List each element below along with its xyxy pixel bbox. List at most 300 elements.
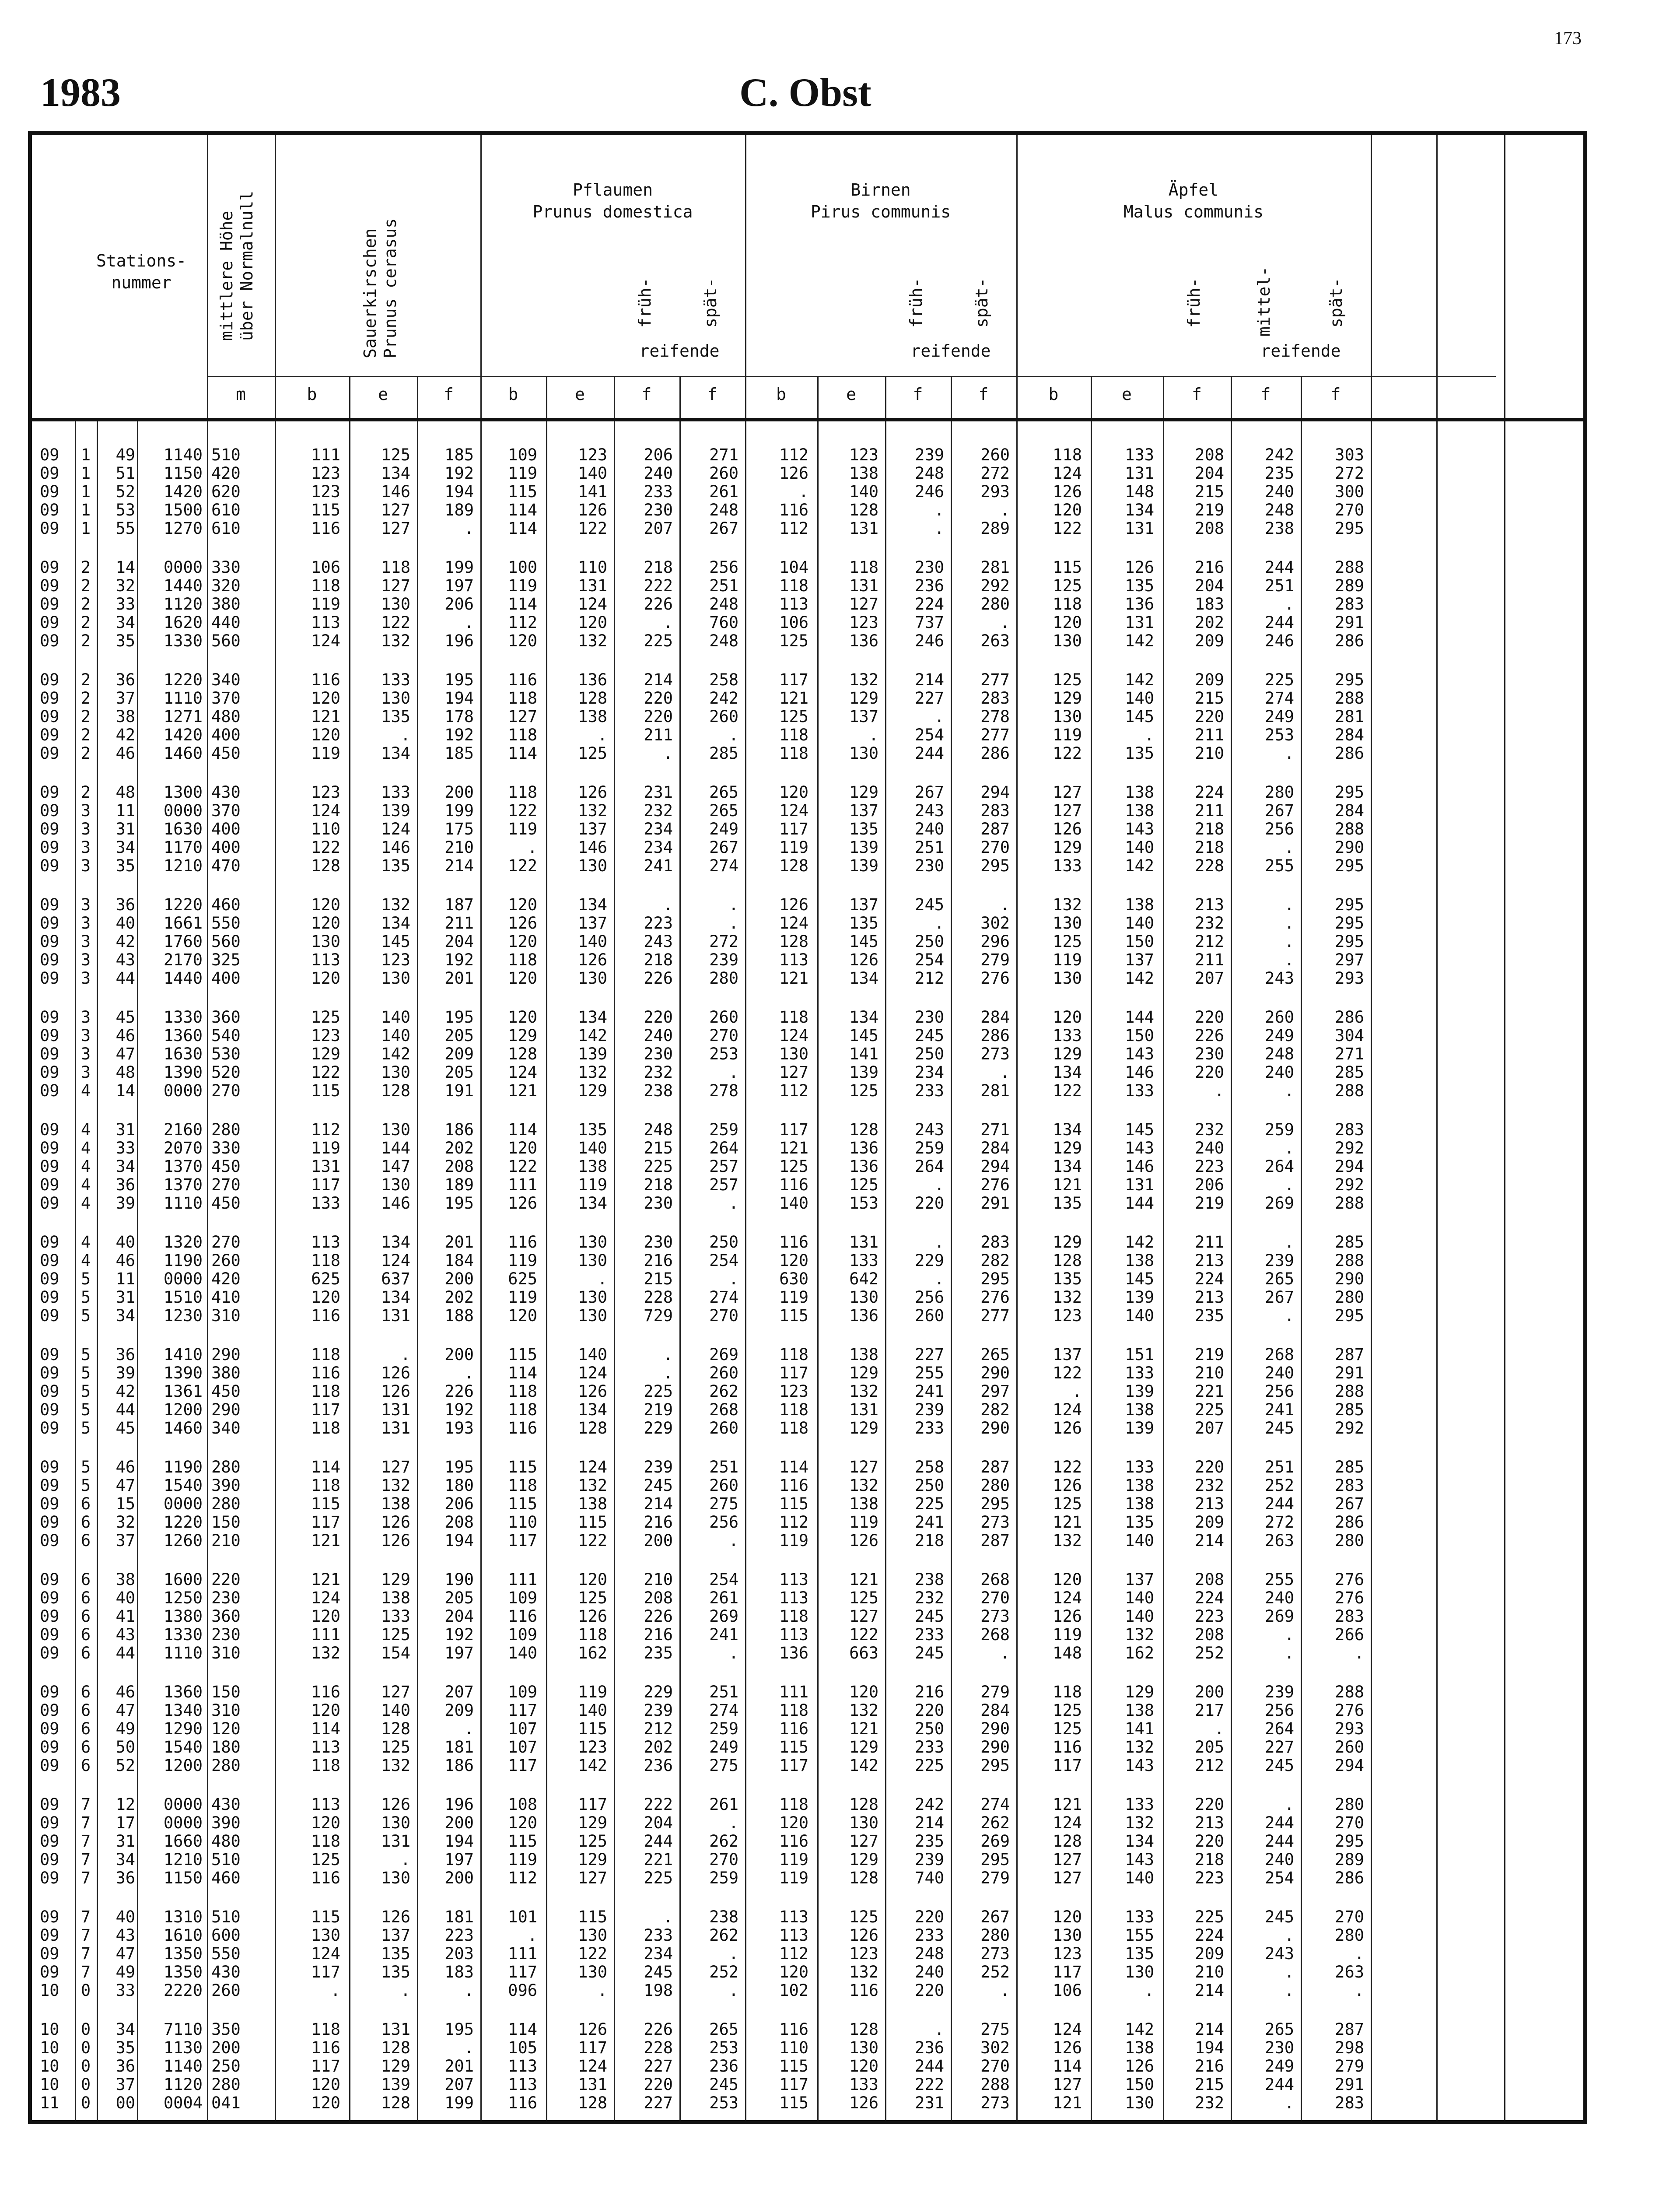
table-cell: 229 <box>644 1683 673 1701</box>
table-cell: 245 <box>1265 1419 1294 1438</box>
table-cell: 130 <box>578 1306 607 1325</box>
table-cell: 115 <box>508 1458 537 1476</box>
table-cell: 127 <box>578 1869 607 1887</box>
table-cell: 214 <box>644 1494 673 1513</box>
table-cell: 128 <box>849 1120 878 1139</box>
table-cell: 117 <box>779 670 808 689</box>
table-cell: 133 <box>849 2075 878 2094</box>
table-cell: 7 <box>80 1813 91 1832</box>
table-cell: 146 <box>381 838 410 857</box>
table-cell: 245 <box>915 1644 944 1662</box>
table-cell: 114 <box>311 1458 340 1476</box>
table-cell: 560 <box>211 932 241 951</box>
table-cell: 279 <box>1335 2057 1364 2076</box>
table-cell: 129 <box>849 1850 878 1869</box>
table-cell: 236 <box>709 2057 738 2076</box>
table-cell: 110 <box>779 2038 808 2057</box>
table-cell: 1 <box>80 519 91 538</box>
col-divider <box>207 135 208 2120</box>
table-cell: 227 <box>915 689 944 708</box>
table-cell: 1370 <box>163 1157 203 1176</box>
table-cell: 226 <box>644 969 673 988</box>
table-cell: 1500 <box>163 501 203 519</box>
table-cell: 140 <box>578 932 607 951</box>
table-cell: 132 <box>381 895 410 914</box>
table-cell: 35 <box>116 631 135 650</box>
table-cell: 117 <box>311 1400 340 1419</box>
table-cell: 09 <box>40 1045 60 1063</box>
table-cell: 235 <box>1195 1306 1224 1325</box>
table-cell: 175 <box>444 820 474 838</box>
table-cell: 121 <box>779 969 808 988</box>
table-cell: 0 <box>80 2038 91 2057</box>
table-cell: 263 <box>1335 1963 1364 1981</box>
table-cell: 233 <box>644 482 673 501</box>
table-cell: 232 <box>1195 2093 1224 2112</box>
table-cell: 127 <box>1053 2075 1082 2094</box>
table-cell: 113 <box>508 2057 537 2076</box>
table-cell: 3 <box>80 1026 91 1045</box>
table-cell: 210 <box>644 1570 673 1589</box>
table-cell: 37 <box>116 2075 135 2094</box>
table-cell: 135 <box>381 1963 410 1981</box>
table-cell: 350 <box>211 2020 241 2039</box>
table-cell: 121 <box>1053 1175 1082 1194</box>
table-cell: 229 <box>915 1251 944 1270</box>
table-cell: 269 <box>709 1345 738 1364</box>
table-cell: 219 <box>1195 1194 1224 1213</box>
table-cell: 270 <box>709 1306 738 1325</box>
table-cell: 115 <box>508 1832 537 1851</box>
table-cell: 1 <box>80 464 91 483</box>
table-cell: 289 <box>1335 576 1364 595</box>
table-cell: 142 <box>381 1045 410 1063</box>
table-cell: 132 <box>381 631 410 650</box>
table-cell: 125 <box>849 1081 878 1100</box>
table-cell: 233 <box>915 1738 944 1757</box>
table-cell: 180 <box>211 1738 241 1757</box>
table-cell: 284 <box>980 1008 1010 1027</box>
table-cell: 2 <box>80 670 91 689</box>
table-cell: 111 <box>508 1570 537 1589</box>
table-cell: 235 <box>915 1832 944 1851</box>
table-cell: 295 <box>1335 895 1364 914</box>
table-cell: 41 <box>116 1607 135 1626</box>
table-cell: 620 <box>211 482 241 501</box>
table-cell: 09 <box>40 969 60 988</box>
table-cell: 123 <box>1053 1944 1082 1963</box>
table-cell: 3 <box>80 950 91 969</box>
table-cell: 46 <box>116 1683 135 1701</box>
table-cell: 130 <box>381 1063 410 1082</box>
table-cell: 264 <box>915 1157 944 1176</box>
table-cell: 120 <box>311 689 340 708</box>
table-cell: 127 <box>1053 801 1082 820</box>
table-cell: 117 <box>311 1513 340 1532</box>
table-cell: 280 <box>211 1458 241 1476</box>
table-cell: 09 <box>40 1701 60 1720</box>
table-cell: 283 <box>1335 1120 1364 1139</box>
table-cell: 197 <box>444 1644 474 1662</box>
table-cell: 125 <box>381 1738 410 1757</box>
table-cell: 223 <box>1195 1869 1224 1887</box>
table-cell: 291 <box>1335 2075 1364 2094</box>
table-cell: . <box>1284 744 1294 763</box>
table-cell: 138 <box>1125 2038 1154 2057</box>
table-cell: 310 <box>211 1644 241 1662</box>
table-cell: 239 <box>1265 1683 1294 1701</box>
table-cell: 288 <box>1335 1251 1364 1270</box>
table-cell: 212 <box>1195 1756 1224 1775</box>
table-cell: 32 <box>116 1513 135 1532</box>
table-cell: . <box>934 707 944 726</box>
table-cell: 248 <box>644 1120 673 1139</box>
table-cell: 138 <box>578 1157 607 1176</box>
table-cell: 280 <box>1335 1926 1364 1945</box>
table-cell: . <box>330 1981 340 2000</box>
table-cell: 262 <box>709 1832 738 1851</box>
table-cell: 132 <box>381 1756 410 1775</box>
table-cell: 1760 <box>163 932 203 951</box>
table-cell: 208 <box>1195 1570 1224 1589</box>
table-cell: 34 <box>116 838 135 857</box>
table-cell: 240 <box>1265 1364 1294 1382</box>
table-cell: 150 <box>211 1683 241 1701</box>
table-cell: 1190 <box>163 1251 203 1270</box>
table-cell: 293 <box>1335 1719 1364 1738</box>
col-divider <box>1504 135 1505 2120</box>
table-cell: 119 <box>578 1175 607 1194</box>
table-cell: 240 <box>1265 482 1294 501</box>
table-cell: 248 <box>915 1944 944 1963</box>
table-cell: 111 <box>311 1625 340 1644</box>
table-cell: 122 <box>1053 1458 1082 1476</box>
table-cell: 390 <box>211 1813 241 1832</box>
table-cell: 36 <box>116 2057 135 2076</box>
table-cell: 135 <box>849 820 878 838</box>
table-cell: 219 <box>1195 1345 1224 1364</box>
table-cell: 6 <box>80 1738 91 1757</box>
table-cell: 236 <box>915 576 944 595</box>
table-cell: 134 <box>381 914 410 933</box>
table-cell: 115 <box>578 1513 607 1532</box>
table-cell: 280 <box>980 595 1010 614</box>
table-cell: 125 <box>849 1907 878 1926</box>
table-cell: 400 <box>211 726 241 744</box>
table-cell: 120 <box>1053 1008 1082 1027</box>
table-cell: 09 <box>40 914 60 933</box>
table-cell: 128 <box>779 932 808 951</box>
table-cell: 115 <box>779 1738 808 1757</box>
table-cell: 113 <box>311 950 340 969</box>
table-cell: 129 <box>1053 1233 1082 1252</box>
table-cell: 194 <box>1195 2038 1224 2057</box>
table-cell: 240 <box>1265 1850 1294 1869</box>
table-cell: 120 <box>311 1701 340 1720</box>
table-cell: . <box>1000 613 1010 632</box>
table-cell: 193 <box>444 1419 474 1438</box>
table-cell: 130 <box>311 932 340 951</box>
table-cell: . <box>1284 1233 1294 1252</box>
table-cell: 310 <box>211 1701 241 1720</box>
table-cell: 151 <box>1125 1345 1154 1364</box>
table-cell: 290 <box>980 1364 1010 1382</box>
table-cell: 09 <box>40 1382 60 1401</box>
table-cell: 137 <box>381 1926 410 1945</box>
table-cell: 130 <box>578 1251 607 1270</box>
table-cell: 47 <box>116 1944 135 1963</box>
table-cell: 2 <box>80 744 91 763</box>
table-cell: 130 <box>381 969 410 988</box>
table-cell: 287 <box>980 820 1010 838</box>
table-cell: 200 <box>444 783 474 802</box>
table-cell: 134 <box>381 1288 410 1307</box>
table-cell: 286 <box>1335 744 1364 763</box>
col-divider <box>1371 135 1372 2120</box>
table-cell: 3 <box>80 1063 91 1082</box>
table-cell: 130 <box>381 1869 410 1887</box>
table-cell: 7 <box>80 1850 91 1869</box>
table-cell: 7 <box>80 1795 91 1814</box>
table-cell: 134 <box>381 744 410 763</box>
table-cell: 117 <box>779 1756 808 1775</box>
table-cell: 118 <box>508 950 537 969</box>
table-cell: 211 <box>1195 726 1224 744</box>
table-cell: 33 <box>116 1981 135 2000</box>
table-cell: 145 <box>1125 1269 1154 1288</box>
table-cell: 1510 <box>163 1288 203 1307</box>
table-cell: 205 <box>444 1063 474 1082</box>
table-cell: 249 <box>709 820 738 838</box>
table-cell: 5 <box>80 1306 91 1325</box>
table-cell: 118 <box>311 1832 340 1851</box>
table-cell: 220 <box>915 1981 944 2000</box>
table-cell: 133 <box>381 783 410 802</box>
table-cell: 122 <box>1053 1081 1082 1100</box>
table-cell: 127 <box>381 576 410 595</box>
table-cell: . <box>728 726 738 744</box>
table-cell: 119 <box>1053 950 1082 969</box>
table-cell: 150 <box>1125 1026 1154 1045</box>
table-cell: 303 <box>1335 445 1364 464</box>
table-cell: . <box>728 1981 738 2000</box>
table-cell: 120 <box>779 1813 808 1832</box>
table-cell: 128 <box>849 501 878 519</box>
table-cell: 09 <box>40 464 60 483</box>
table-cell: 262 <box>709 1926 738 1945</box>
table-cell: 1330 <box>163 1008 203 1027</box>
table-cell: 208 <box>444 1157 474 1176</box>
table-cell: 135 <box>1125 744 1154 763</box>
page-title: C. Obst <box>739 70 872 115</box>
table-cell: 102 <box>779 1981 808 2000</box>
table-cell: 1460 <box>163 1419 203 1438</box>
table-cell: 127 <box>849 595 878 614</box>
table-cell: 117 <box>508 1963 537 1981</box>
table-cell: 211 <box>444 914 474 933</box>
table-cell: . <box>1354 1944 1364 1963</box>
table-cell: 42 <box>116 932 135 951</box>
table-cell: 225 <box>644 1382 673 1401</box>
table-cell: 135 <box>1125 1513 1154 1532</box>
table-cell: 269 <box>709 1607 738 1626</box>
table-cell: 430 <box>211 1795 241 1814</box>
table-cell: 0 <box>80 1981 91 2000</box>
table-cell: 117 <box>1053 1756 1082 1775</box>
table-cell: 09 <box>40 1194 60 1213</box>
table-cell: 126 <box>578 1607 607 1626</box>
table-cell: 288 <box>1335 820 1364 838</box>
table-cell: 288 <box>1335 689 1364 708</box>
table-cell: 224 <box>1195 783 1224 802</box>
table-cell: 450 <box>211 744 241 763</box>
table-cell: 260 <box>915 1306 944 1325</box>
table-cell: 218 <box>915 1531 944 1550</box>
table-cell: 140 <box>381 1026 410 1045</box>
table-cell: 272 <box>1335 464 1364 483</box>
table-cell: 126 <box>1053 482 1082 501</box>
table-cell: 295 <box>1335 1832 1364 1851</box>
table-cell: 1200 <box>163 1756 203 1775</box>
table-cell: 296 <box>980 932 1010 951</box>
table-cell: 135 <box>1125 1944 1154 1963</box>
table-cell: 1630 <box>163 820 203 838</box>
table-cell: 220 <box>644 707 673 726</box>
table-cell: 118 <box>311 1476 340 1495</box>
table-cell: 133 <box>849 1251 878 1270</box>
table-cell: 228 <box>1195 856 1224 875</box>
table-cell: 132 <box>578 631 607 650</box>
table-cell: 118 <box>779 1607 808 1626</box>
table-cell: 202 <box>444 1139 474 1157</box>
table-cell: 09 <box>40 1419 60 1438</box>
table-cell: 119 <box>508 576 537 595</box>
table-cell: 1130 <box>163 2038 203 2057</box>
table-cell: 203 <box>444 1944 474 1963</box>
table-cell: 242 <box>1265 445 1294 464</box>
table-cell: 117 <box>779 1120 808 1139</box>
table-cell: 260 <box>211 1251 241 1270</box>
table-cell: 131 <box>1125 519 1154 538</box>
table-cell: 126 <box>381 1531 410 1550</box>
table-cell: 1 <box>80 482 91 501</box>
table-cell: 186 <box>444 1120 474 1139</box>
table-cell: 135 <box>381 707 410 726</box>
table-cell: 233 <box>915 1926 944 1945</box>
table-cell: 510 <box>211 1907 241 1926</box>
table-cell: 126 <box>779 464 808 483</box>
table-cell: 118 <box>779 1400 808 1419</box>
unit-label: f <box>707 385 718 404</box>
table-cell: 178 <box>444 707 474 726</box>
table-cell: 10 <box>40 2038 60 2057</box>
table-cell: 40 <box>116 1907 135 1926</box>
table-cell: 137 <box>1125 1570 1154 1589</box>
table-cell: 1330 <box>163 1625 203 1644</box>
table-cell: 146 <box>1125 1157 1154 1176</box>
table-cell: 233 <box>644 1926 673 1945</box>
table-cell: 142 <box>849 1756 878 1775</box>
table-cell: 145 <box>849 932 878 951</box>
table-cell: 128 <box>381 2093 410 2112</box>
table-cell: 131 <box>381 1832 410 1851</box>
table-cell: 115 <box>578 1719 607 1738</box>
table-cell: 104 <box>779 558 808 577</box>
table-cell: 148 <box>1053 1644 1082 1662</box>
table-cell: 09 <box>40 1251 60 1270</box>
table-cell: 134 <box>578 1400 607 1419</box>
table-cell: 284 <box>1335 801 1364 820</box>
table-cell: 112 <box>779 1513 808 1532</box>
table-cell: 129 <box>578 1081 607 1100</box>
table-cell: 260 <box>709 1419 738 1438</box>
table-cell: 274 <box>1265 689 1294 708</box>
table-cell: 7 <box>80 1907 91 1926</box>
table-cell: 280 <box>211 2075 241 2094</box>
table-cell: 1360 <box>163 1026 203 1045</box>
table-cell: 119 <box>1053 726 1082 744</box>
table-cell: 290 <box>980 1419 1010 1438</box>
table-cell: 145 <box>849 1026 878 1045</box>
table-cell: 280 <box>211 1756 241 1775</box>
table-cell: 124 <box>1053 1400 1082 1419</box>
table-cell: 297 <box>1335 950 1364 969</box>
table-cell: 207 <box>1195 1419 1224 1438</box>
table-cell: . <box>1354 1644 1364 1662</box>
table-cell: 209 <box>1195 1513 1224 1532</box>
table-cell: 125 <box>381 445 410 464</box>
table-cell: 2 <box>80 576 91 595</box>
table-cell: 209 <box>1195 670 1224 689</box>
table-cell: 191 <box>444 1081 474 1100</box>
table-cell: 251 <box>709 1683 738 1701</box>
table-cell: 1310 <box>163 1907 203 1926</box>
table-cell: 1620 <box>163 613 203 632</box>
table-cell: 259 <box>709 1719 738 1738</box>
table-cell: . <box>663 1345 673 1364</box>
table-cell: 38 <box>116 707 135 726</box>
table-cell: 200 <box>1195 1683 1224 1701</box>
table-cell: 244 <box>1265 1494 1294 1513</box>
table-cell: 271 <box>980 1120 1010 1139</box>
table-cell: 210 <box>1195 1364 1224 1382</box>
table-cell: 145 <box>381 932 410 951</box>
table-cell: 1110 <box>163 689 203 708</box>
table-cell: 286 <box>980 744 1010 763</box>
table-cell: . <box>1000 1644 1010 1662</box>
table-cell: 118 <box>508 689 537 708</box>
table-cell: 142 <box>1125 670 1154 689</box>
table-cell: 09 <box>40 1607 60 1626</box>
table-cell: 196 <box>444 1795 474 1814</box>
table-cell: 120 <box>508 1306 537 1325</box>
table-cell: 140 <box>1125 1607 1154 1626</box>
table-cell: 113 <box>779 1570 808 1589</box>
table-cell: 206 <box>444 595 474 614</box>
table-cell: 264 <box>1265 1157 1294 1176</box>
table-cell: 260 <box>709 464 738 483</box>
table-cell: 2 <box>80 783 91 802</box>
table-cell: 124 <box>578 2057 607 2076</box>
table-cell: 115 <box>311 1907 340 1926</box>
table-cell: 09 <box>40 1795 60 1814</box>
table-cell: 295 <box>1335 1306 1364 1325</box>
table-cell: 251 <box>1265 576 1294 595</box>
table-cell: 124 <box>578 1364 607 1382</box>
table-cell: 0 <box>80 2020 91 2039</box>
table-cell: 290 <box>980 1719 1010 1738</box>
table-cell: 249 <box>1265 707 1294 726</box>
